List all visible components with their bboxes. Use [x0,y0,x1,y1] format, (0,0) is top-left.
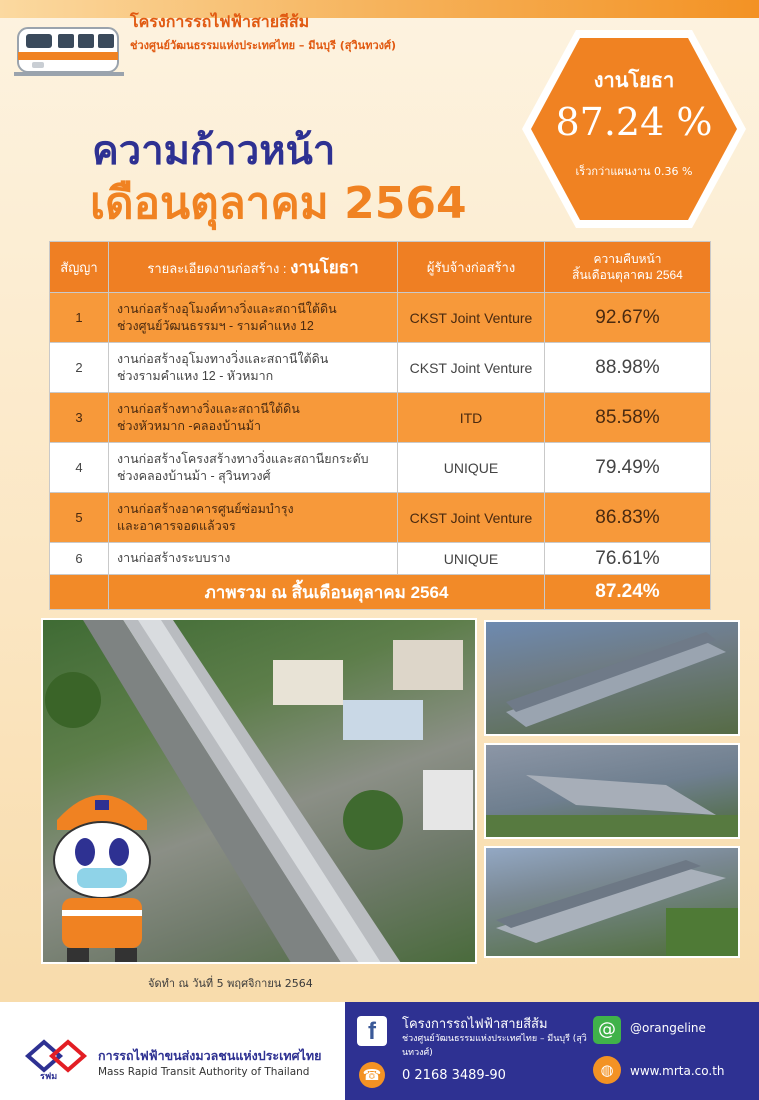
row-contractor: ITD [398,393,545,443]
table-row [50,543,711,575]
headline-progress: ความก้าวหน้า [92,128,336,174]
facebook-page-title[interactable]: โครงการรถไฟฟ้าสายสีส้ม [402,1017,548,1032]
total-label: ภาพรวม ณ สิ้นเดือนตุลาคม 2564 [109,575,545,610]
table-row [50,493,711,543]
header-progress-line1: ความคืบหน้า [593,252,662,266]
summary-note: เร็วกว่าแผนงาน 0.36 % [575,165,693,178]
row-contract-no: 5 [50,493,109,543]
headline-month: เดือนตุลาคม 2564 [90,178,467,229]
phone-icon: ☎ [359,1062,385,1088]
total-value: 87.24% [545,575,711,610]
row-description-line2: ช่วงคลองบ้านม้า - สุวินทวงศ์ [117,468,271,483]
row-description-line1: งานก่อสร้างโครงสร้างทางวิ่งและสถานียกระดับ [117,451,369,466]
table-row [50,393,711,443]
facebook-icon[interactable]: f [357,1016,387,1046]
summary-value: 87.24 % [555,100,713,144]
org-name-thai: การรถไฟฟ้าขนส่งมวลชนแห่งประเทศไทย [98,1048,322,1063]
row-contractor: UNIQUE [398,543,545,575]
row-description-line1: งานก่อสร้างอุโมงทางวิ่งและสถานีใต้ดิน [117,351,329,366]
row-description-line1: งานก่อสร้างอาคารศูนย์ซ่อมบำรุง [117,501,294,516]
row-contract-no: 6 [50,543,109,575]
row-contractor: CKST Joint Venture [398,343,545,393]
row-description-line1: งานก่อสร้างทางวิ่งและสถานีใต้ดิน [117,401,300,416]
project-title: โครงการรถไฟฟ้าสายสีส้ม [130,12,310,31]
row-description [109,343,398,393]
table-header-row [50,242,711,293]
row-description [109,493,398,543]
facebook-page-subtitle: ช่วงศูนย์วัฒนธรรมแห่งประเทศไทย – มีนบุรี (สุวินทวงศ์) [402,1034,587,1058]
aerial-photo-station-1 [484,620,740,736]
line-at-icon: @ [593,1016,621,1044]
row-description-line2: ช่วงหัวหมาก -คลองบ้านม้า [117,418,261,433]
header-description-prefix: รายละเอียดงานก่อสร้าง : [147,260,287,276]
row-progress: 85.58% [545,393,711,443]
row-description-line2: ช่วงรามคำแหง 12 - หัวหมาก [117,368,274,383]
row-contractor: CKST Joint Venture [398,493,545,543]
aerial-photo-station-2 [484,743,740,839]
row-description [109,443,398,493]
aerial-photo-station-3 [484,846,740,958]
project-subtitle: ช่วงศูนย์วัฒนธรรมแห่งประเทศไทย – มีนบุรี (สุวินทวงศ์) [130,39,397,52]
row-progress: 76.61% [545,543,711,575]
station-photo-art-1 [486,622,740,736]
photo-caption: จัดทำ ณ วันที่ 5 พฤศจิกายน 2564 [148,977,313,990]
website-link[interactable]: www.mrta.co.th [630,1064,725,1078]
row-progress: 79.49% [545,443,711,493]
mrta-logo-text: รฟม [40,1072,58,1080]
row-description-line2: และอาคารจอดแล้วจร [117,518,236,533]
mrta-logo [22,1036,92,1080]
aerial-photo-main [41,618,477,964]
header-contract: สัญญา [50,242,109,293]
header-progress-line2: สิ้นเดือนตุลาคม 2564 [572,268,683,282]
row-progress: 86.83% [545,493,711,543]
row-contract-no: 1 [50,293,109,343]
table-row [50,443,711,493]
row-contract-no: 3 [50,393,109,443]
train-illustration [14,14,124,78]
table-total-row [50,575,711,610]
header-progress [545,242,711,293]
station-photo-art-3 [486,848,740,958]
row-description-line1: งานก่อสร้างอุโมงค์ทางวิ่งและสถานีใต้ดิน [117,301,337,316]
row-description [109,393,398,443]
header-description-emph: งานโยธา [290,257,359,277]
station-photo-art-2 [486,745,740,839]
org-name-english: Mass Rapid Transit Authority of Thailand [98,1066,310,1078]
row-progress: 88.98% [545,343,711,393]
line-id[interactable]: @orangeline [630,1021,706,1035]
header-contractor: ผู้รับจ้างก่อสร้าง [398,242,545,293]
row-description [109,543,398,575]
total-spacer [50,575,109,610]
progress-table [49,241,711,610]
row-description [109,293,398,343]
row-contract-no: 2 [50,343,109,393]
table-row [50,293,711,343]
phone-number[interactable]: 0 2168 3489-90 [402,1068,506,1083]
row-progress: 92.67% [545,293,711,343]
row-description-line1: งานก่อสร้างระบบราง [117,551,231,565]
summary-title: งานโยธา [593,68,675,92]
row-contract-no: 4 [50,443,109,493]
table-row [50,343,711,393]
globe-icon: ◍ [593,1056,621,1084]
header-description [109,242,398,293]
row-contractor: CKST Joint Venture [398,293,545,343]
mascot-illustration [41,760,177,964]
row-description-line2: ช่วงศูนย์วัฒนธรรมฯ - รามคำแหง 12 [117,318,314,333]
row-contractor: UNIQUE [398,443,545,493]
